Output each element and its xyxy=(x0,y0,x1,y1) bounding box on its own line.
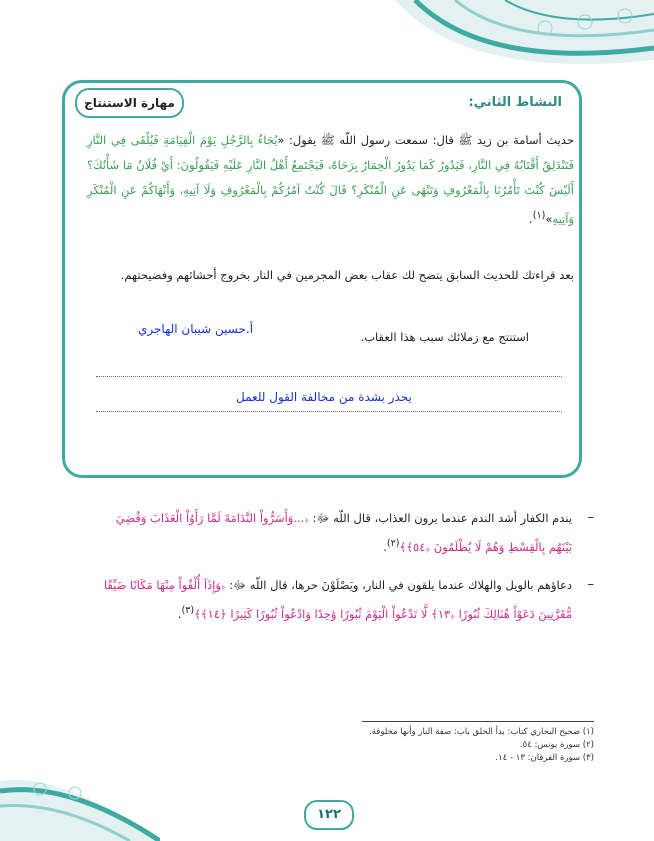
quran-verse: ﴿...وَأَسَرُّواْ النَّدَامَةَ لَمَّا رَأَوُاْ الْعَذَابَ وَقُضِيَ بَيْنَهُم بِالْقِسْطِ وَهُمْ لَا يُظْلَمُونَ ﴿٥٤﴾﴾ xyxy=(115,511,572,554)
footnote-ref: (٢) xyxy=(386,538,400,549)
bullet-text: دعاؤهم بالويل والهلاك عندما يلقون في النار، ويَصْلَوْنَ حرها، قال اللّه ﷻ: xyxy=(225,578,572,592)
top-ornament xyxy=(395,0,654,85)
bullet-dash: – xyxy=(587,577,594,592)
hadith-ref: (١) xyxy=(532,210,546,221)
quran-verse: ﴿وَإِذَآ أُلْقُواْ مِنْهَا مَكَانًا ضَيِّقًا مُّقَرَّنِينَ دَعَوْاْ هُنَالِكَ ثُبُورًا ﴿١٣﴾ لَّا تَدْعُواْ الْيَوْمَ ثُبُورًا وَٰحِدًا وَادْعُواْ ثُبُورًا كَثِيرًا ﴿١٤﴾﴾ xyxy=(103,578,572,621)
footnote-1: (١) صحيح البخاري كتاب: بدأ الخلق باب: صفة النار وأنها مخلوقة. xyxy=(369,727,594,737)
page-number: ١٢٢ xyxy=(304,800,354,830)
bullet-text: يندم الكفار أشد الندم عندما يرون العذاب، قال اللّه ﷻ: xyxy=(309,511,572,525)
hadith-end: . xyxy=(529,211,533,226)
hadith-intro: حديث أسامة بن زيد ﷺ قال: سمعت رسول اللّه ﷺ يقول: « xyxy=(277,133,574,147)
answer-line-1 xyxy=(96,376,562,377)
bullet-end: . xyxy=(177,606,182,621)
footnote-3: (٣) سورة الفرقان: ١٣ - ١٤. xyxy=(495,753,594,763)
bottom-ornament xyxy=(0,761,160,841)
skill-badge: مهارة الاستنتاج xyxy=(75,88,184,118)
footnotes xyxy=(369,726,594,765)
bullet-end: . xyxy=(383,539,387,554)
activity-title: النشاط الثاني: xyxy=(468,95,562,110)
infer-prompt: استنتج مع زملائك سبب هذا العقاب. xyxy=(360,330,529,344)
handwritten-answer: يحذر بشدة من مخالفة القول للعمل xyxy=(236,390,412,404)
footnote-2: (٢) سورة يونس: ٥٤. xyxy=(519,740,594,750)
hadith-paragraph xyxy=(87,128,574,232)
bullet-dash: – xyxy=(587,510,594,525)
teacher-name: أ.حسين شيبان الهاجري xyxy=(138,322,254,336)
footnote-divider xyxy=(362,721,594,722)
hadith-close: » xyxy=(545,211,553,226)
bullet-item-1 xyxy=(92,505,594,560)
footnote-ref: (٣) xyxy=(181,605,195,616)
hadith-text: يُجَاءُ بِالرَّجُلِ يَوْمَ الْقِيَامَةِ فَيُلْقَى فِي النَّارِ فَتَنْدَلِقُ أَقْتَابُهُ فِي النَّارِ، فَيَدُورُ كَمَا يَدُورُ الْحِمَارُ بِرَحَاهُ، فَيَجْتَمِعُ أَهْلُ النَّارِ عَلَيْهِ فَيَقُولُونَ: أَيْ فُلَانُ مَا شَأْنُكَ؟ أَلَيْسَ كُنْتَ تَأْمُرُنَا بِالْمَعْرُوفِ وَتَنْهَى عَنِ الْمُنْكَرِ؟ قَالَ كُنْتُ آمُرُكُمْ بِالْمَعْرُوفِ وَلَا آتِيهِ، وَأَنْهَاكُمْ عَنِ الْمُنْكَرِ وَآتِيهِ xyxy=(87,133,574,226)
bullet-item-2 xyxy=(92,572,594,627)
explanation-paragraph: بعد قراءتك للحديث السابق يتضح لك عقاب بعض المجرمين في النار بخروج أحشائهم وفضيحتهم. xyxy=(120,268,574,282)
answer-line-2 xyxy=(96,411,562,412)
